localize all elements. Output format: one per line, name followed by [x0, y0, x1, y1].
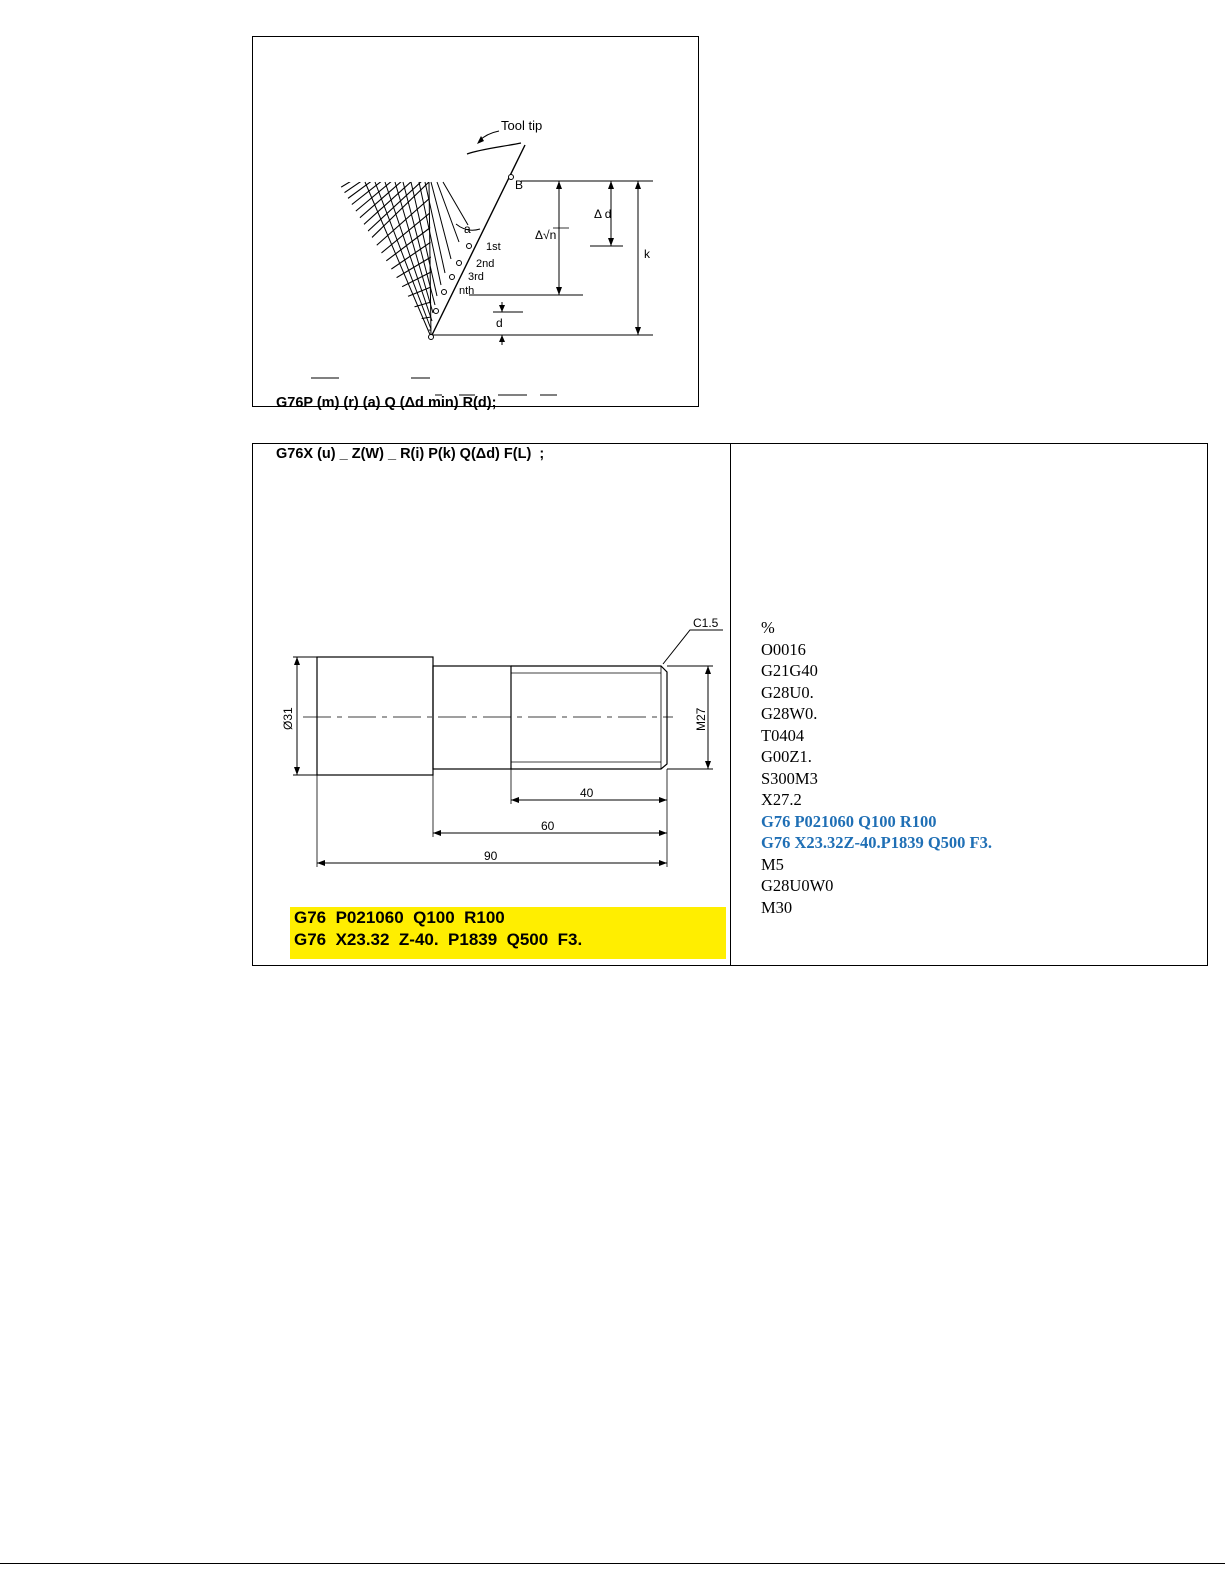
dimension-arrowheads: [499, 181, 641, 342]
diameter-arrow-bottom: [294, 767, 300, 775]
part-outline: [317, 657, 667, 775]
diameter-arrow-top: [294, 657, 300, 665]
nc-program-listing: [761, 617, 992, 918]
angle-a-label: a: [464, 222, 471, 236]
highlight-line-1: G76 P021060 Q100 R100: [294, 908, 505, 927]
program-line: T0404: [761, 725, 805, 745]
reference-lines: [433, 181, 653, 335]
diameter-label: Ø31: [281, 707, 295, 730]
part-drawing-cell: [253, 444, 731, 965]
formula-line-2: G76X (u) _ Z(W) _ R(i) P(k) Q(Δd) F(L) ;: [276, 446, 545, 462]
diameter-dimension: [293, 657, 317, 775]
program-line: G21G40: [761, 661, 818, 680]
delta-d-label: Δ d: [594, 207, 612, 221]
dim-60-label: 60: [541, 819, 555, 833]
program-line: G76 P021060 Q100 R100: [761, 811, 937, 831]
program-line: X27.2: [761, 790, 802, 809]
program-line: G28W0.: [761, 704, 818, 723]
pass-3-label: 3rd: [468, 271, 484, 283]
highlighted-g76-code: [290, 907, 726, 959]
chamfer-leader: [663, 630, 723, 664]
pass-n-label: nth: [459, 285, 475, 297]
program-line: %: [761, 618, 775, 637]
program-line: G28U0.: [761, 682, 814, 702]
program-line: S300M3: [761, 768, 818, 788]
d-label: d: [496, 316, 503, 330]
dimension-lines: [502, 181, 638, 345]
thread-label: M27: [694, 707, 708, 731]
highlight-line-2: G76 X23.32 Z-40. P1839 Q500 F3.: [294, 930, 583, 949]
thread-arrow-top: [705, 666, 711, 674]
program-line: G76 X23.32Z-40.P1839 Q500 F3.: [761, 833, 992, 852]
formula-line-1: G76P (m) (r) (a) Q (Δd min) R(d);: [276, 395, 497, 411]
program-cell: [731, 444, 1207, 965]
part-drawing: [253, 444, 730, 965]
chamfer-label: C1.5: [693, 616, 719, 630]
cut-pass-lines: [365, 182, 468, 337]
tool-tip-label: Tool tip: [501, 118, 543, 133]
delta-sqrt-n-label: Δ√n: [535, 228, 557, 242]
program-line: G28U0W0: [761, 876, 834, 895]
program-line: M30: [761, 897, 793, 917]
page-footer-rule: [0, 1563, 1225, 1564]
thread-minor-lines: [511, 666, 661, 769]
tool-flank-line: [431, 145, 525, 337]
thread-cutting-figure: [253, 37, 698, 406]
thread-arrow-bottom: [705, 761, 711, 769]
pass-1-label: 1st: [486, 241, 501, 253]
k-label: k: [644, 247, 650, 261]
point-b-label: B: [515, 178, 524, 192]
tool-tip-outline: [467, 143, 521, 154]
dim-40-label: 40: [580, 786, 594, 800]
example-table: [252, 443, 1208, 966]
thread-cutting-diagram: [252, 36, 699, 462]
dim-90-label: 90: [484, 849, 498, 863]
program-line: G00Z1.: [761, 747, 812, 766]
pass-2-label: 2nd: [476, 258, 495, 270]
program-line: O0016: [761, 639, 806, 659]
program-line: M5: [761, 854, 784, 874]
